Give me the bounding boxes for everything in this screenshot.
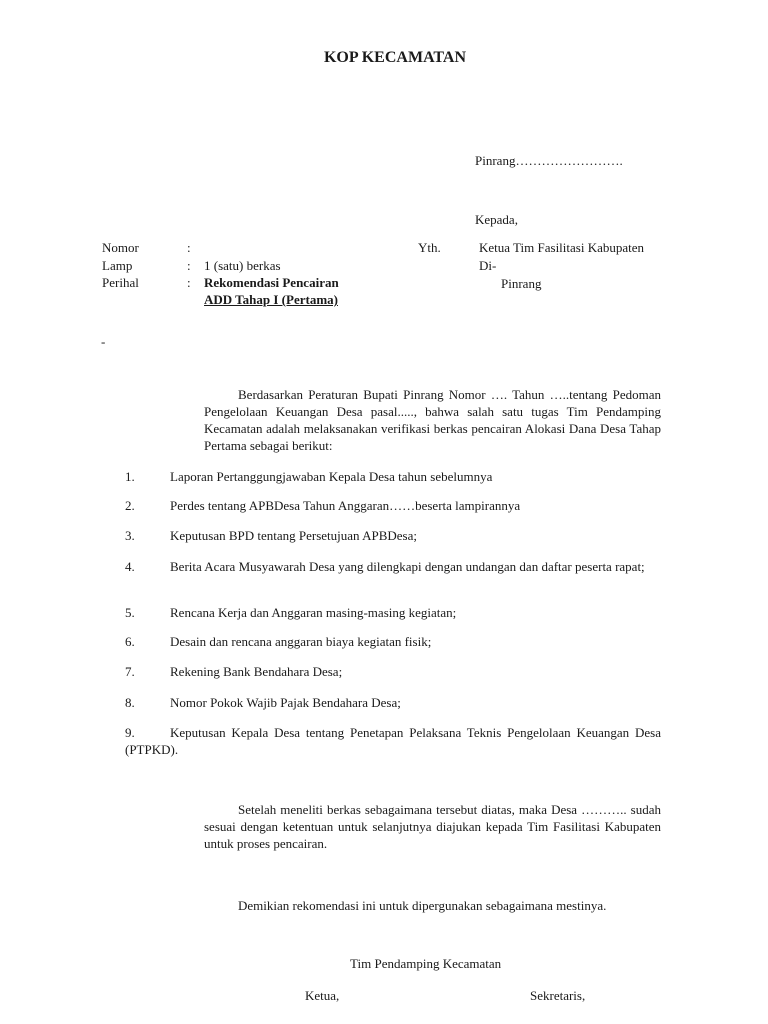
nomor-colon: : [187,240,191,255]
nomor-label: Nomor [102,240,139,255]
list-item [125,724,661,758]
list-item-number: 5. [125,605,135,620]
list-item [125,558,661,575]
yth-label: Yth. [418,240,441,255]
list-item-number: 3. [125,528,135,543]
dash-mark: - [101,334,106,349]
list-item-text: Desain dan rencana anggaran biaya kegiatan fisik; [170,634,432,649]
list-item-text: Keputusan Kepala Desa tentang Penetapan Pelaksana Teknis Pengelolaan Keuangan Desa (PTPKD). [125,725,661,757]
list-item-text: Keputusan BPD tentang Persetujuan APBDesa; [170,528,417,543]
list-item-number: 1. [125,469,135,484]
signature-team: Tim Pendamping Kecamatan [350,956,502,971]
list-item-number: 9. [125,725,135,740]
letterhead-title: KOP KECAMATAN [323,49,467,66]
perihal-label: Perihal [102,275,139,290]
signature-ketua: Ketua, [305,988,340,1003]
recipient-kepada: Kepada, [475,212,518,227]
list-item-text: Rencana Kerja dan Anggaran masing-masing kegiatan; [170,605,457,620]
list-item-text: Rekening Bank Bendahara Desa; [170,664,343,679]
verification-paragraph: Setelah meneliti berkas sebagaimana tersebut diatas, maka Desa ……….. sudah sesuai dengan ketentuan untuk selanjutnya diajukan kepada Tim Fasilitasi Kabupaten untuk proses pencairan. [204,802,661,851]
place-date: Pinrang……………………. [475,153,623,168]
list-item-number: 2. [125,498,135,513]
recipient-line2: Di- [479,258,497,273]
lamp-colon: : [187,258,191,273]
lamp-label: Lamp [102,258,133,273]
list-item-number: 8. [125,695,135,710]
perihal-line2: ADD Tahap I (Pertama) [204,292,338,307]
list-item-text: Nomor Pokok Wajib Pajak Bendahara Desa; [170,695,401,710]
recipient-line3: Pinrang [501,276,542,291]
lamp-value: 1 (satu) berkas [204,258,281,273]
list-item-text: Berita Acara Musyawarah Desa yang dilengkapi dengan undangan dan daftar peserta rapat; [170,559,645,574]
signature-sekretaris: Sekretaris, [530,988,586,1003]
closing-sentence: Demikian rekomendasi ini untuk dipergunakan sebagaimana mestinya. [238,898,607,913]
perihal-colon: : [187,275,191,290]
list-item-number: 4. [125,559,135,574]
list-item-number: 7. [125,664,135,679]
perihal-line1: Rekomendasi Pencairan [204,275,339,290]
list-item-text: Perdes tentang APBDesa Tahun Anggaran……beserta lampirannya [170,498,521,513]
recipient-line1: Ketua Tim Fasilitasi Kabupaten [479,240,645,255]
list-item-text: Laporan Pertanggungjawaban Kepala Desa tahun sebelumnya [170,469,493,484]
list-item-number: 6. [125,634,135,649]
intro-paragraph: Berdasarkan Peraturan Bupati Pinrang Nomor …. Tahun …..tentang Pedoman Pengelolaan Keuangan Desa pasal....., bahwa salah satu tugas Tim Pendamping Kecamatan adalah melaksanakan verifikasi berkas pencairan Alokasi Dana Desa Tahap Pertama sebagai berikut: [204,387,661,453]
